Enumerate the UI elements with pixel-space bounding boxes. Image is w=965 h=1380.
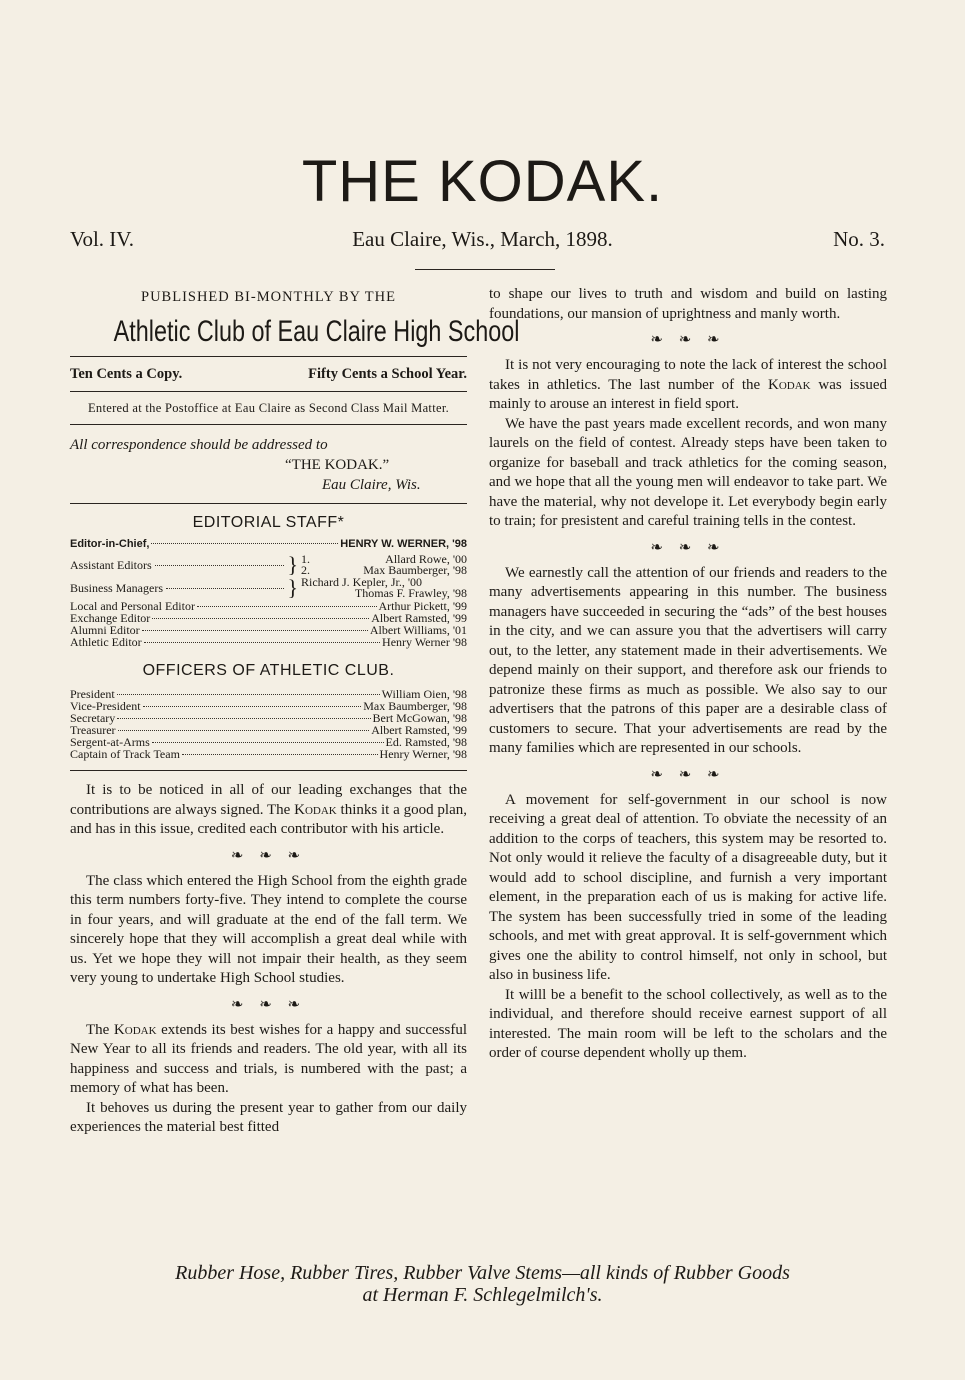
officer-row: President William Oien, '98 — [70, 687, 467, 701]
ornament-icon: ❧ ❧ ❧ — [650, 766, 726, 783]
officer-row: Treasurer Albert Ramsted, '99 — [70, 723, 467, 737]
editorial-staff-heading: EDITORIAL STAFF* — [192, 514, 345, 531]
right-column — [489, 285, 887, 1064]
price-per-year: Fifty Cents a School Year. — [308, 366, 467, 382]
article-continued: to shape our lives to truth and wisdom and build on lasting foundations, our mansion of uprightness and manly worth. — [489, 286, 887, 322]
place-and-date: Eau Claire, Wis., March, 1898. — [352, 227, 613, 251]
correspondence-notice — [70, 425, 467, 503]
staff-label: Assistant Editors — [70, 557, 152, 572]
staff-row-business — [70, 577, 467, 599]
footer-ad-line: at Herman F. Schlegelmilch's. — [362, 1284, 603, 1306]
staff-row: Athletic Editor Henry Werner '98 — [70, 635, 467, 649]
ornament-icon: ❧ ❧ ❧ — [650, 539, 726, 556]
staff-name: Max Baumberger, '98 — [363, 563, 467, 577]
ornament-icon: ❧ ❧ ❧ — [230, 847, 307, 864]
staff-label: Business Managers — [70, 580, 163, 595]
published-by: PUBLISHED BI-MONTHLY BY THE — [141, 289, 396, 305]
article-new-year: The Kodak extends its best wishes for a happy and successful New Year to all its friends and readers. The old year, with all its happiness and success and trials, is numbered with the past; a memory of what has been. — [70, 1021, 467, 1096]
staff-name: HENRY W. WERNER, '98 — [340, 538, 467, 550]
article-new-class: The class which entered the High School from the eighth grade this term numbers forty-five. They intend to complete the course in four years, and will graduate at the end of the fall term. We sincerely hope that they will accomplish a great deal while with us. Yet we hope they will not impair their health, as they seem very young to undertake High School studies. — [70, 872, 467, 986]
footer-ad-line: Rubber Hose, Rubber Tires, Rubber Valve Stems—all kinds of Rubber Goods — [175, 1262, 790, 1284]
divider — [70, 770, 467, 771]
correspondence-city: Eau Claire, Wis. — [322, 477, 421, 493]
staff-row-assistant: Assistant Editors } 1. Allard Rowe, '00 2. Max Baumberger, '98 — [70, 552, 467, 577]
article-behoves: It behoves us during the present year to gather from our daily experiences the material best fitted — [70, 1099, 467, 1135]
officer-row: Sergent-at-Arms Ed. Ramsted, '98 — [70, 735, 467, 749]
ornament-icon: ❧ ❧ ❧ — [230, 996, 307, 1013]
article-athletics: It is not very encouraging to note the lack of interest the school takes in athletics. The last number of the Kodak was issued mainly to arouse an interest in field sport. — [489, 357, 887, 412]
masthead-rule — [415, 269, 555, 270]
brace-icon: } — [287, 575, 298, 600]
staff-name: Richard J. Kepler, Jr., '00 — [301, 575, 422, 589]
club-name: Athletic Club of Eau Claire High School — [113, 315, 520, 348]
article-exchanges: It is to be noticed in all of our leading exchanges that the contributions are always signed. The Kodak thinks it a good plan, and has in this issue, credited each contributor with his article. — [70, 782, 467, 837]
staff-row: Exchange Editor Albert Ramsted, '99 — [70, 611, 467, 625]
staff-row: Alumni Editor Albert Williams, '01 — [70, 623, 467, 637]
officer-row: Secretary Bert McGowan, '98 — [70, 711, 467, 725]
brace-icon: } — [287, 552, 298, 577]
correspondence-line: All correspondence should be addressed to — [70, 437, 328, 453]
ornament-icon: ❧ ❧ ❧ — [650, 332, 726, 348]
postal-notice: Entered at the Postoffice at Eau Claire as Second Class Mail Matter. — [87, 401, 450, 415]
article-self-government: A movement for self-government in our school is now receiving a great deal of attention. To obviate the necessity of an addition to the corps of teachers, this system may be resorted to. Not only would it relieve the faculty of a disagreeable duty, but it would add to school discipline, and furnish a very important element, in the preparation each of us is making for active life. The system has been successfully tried in some of the leading schools, and met with great approval. It is self-government which gives one the ability to control himself, not only in school, but also in business life. — [489, 791, 887, 983]
officers-heading: OFFICERS OF ATHLETIC CLUB. — [142, 662, 395, 679]
correspondence-addressee: “THE KODAK.” — [285, 457, 390, 473]
officer-row: Captain of Track Team Henry Werner, '98 — [70, 747, 467, 761]
price-per-copy: Ten Cents a Copy. — [70, 366, 183, 382]
newspaper-title: THE KODAK. — [301, 149, 664, 214]
masthead — [0, 150, 965, 214]
staff-row: Local and Personal Editor Arthur Pickett, '99 — [70, 599, 467, 613]
footer-advertisement — [0, 1262, 965, 1306]
volume-number: Vol. IV. — [70, 227, 134, 251]
article-benefit: It willl be a benefit to the school collectively, as well as to the individual, and therefore should receive earnest support of all interested. The main room will be left to the scholars and the order of course dependent wholly up them. — [489, 986, 887, 1061]
officer-row: Vice-President Max Baumberger, '98 — [70, 699, 467, 713]
issue-number: No. 3. — [833, 227, 885, 251]
left-column — [70, 285, 520, 1138]
staff-row-chief — [70, 538, 467, 550]
staff-name: Allard Rowe, '00 — [385, 552, 467, 566]
divider — [70, 503, 467, 504]
article-records: We have the past years made excellent records, and won many laurels on the field of contest. Already steps have been taken to organize for baseball and track athletics for the coming season, and we hope that all the young men will endeavor to take part. We have the material, why not develope it. Let everybody begin early to train; for presistent and careful training tells in the contest. — [489, 415, 887, 529]
price-line — [70, 357, 467, 391]
staff-name: Thomas F. Frawley, '98 — [354, 586, 467, 600]
staff-label: Editor-in-Chief, — [70, 538, 150, 550]
article-advertisements: We earnestly call the attention of our friends and readers to the many advertisements appearing in this number. The business managers have succeeded in securing the “ads” of the best houses in the city, and we can assure you that the advertisers will carry out, to the letter, any statement made in their advertisements. We depend mainly on their support, and therefore ask our friends to patronize these firms as much as possible. We also say to our advertisers that the patrons of this paper are a desirable class of customers to secure. That your advertisements are read by the many families which are represented in our schools. — [489, 564, 887, 756]
